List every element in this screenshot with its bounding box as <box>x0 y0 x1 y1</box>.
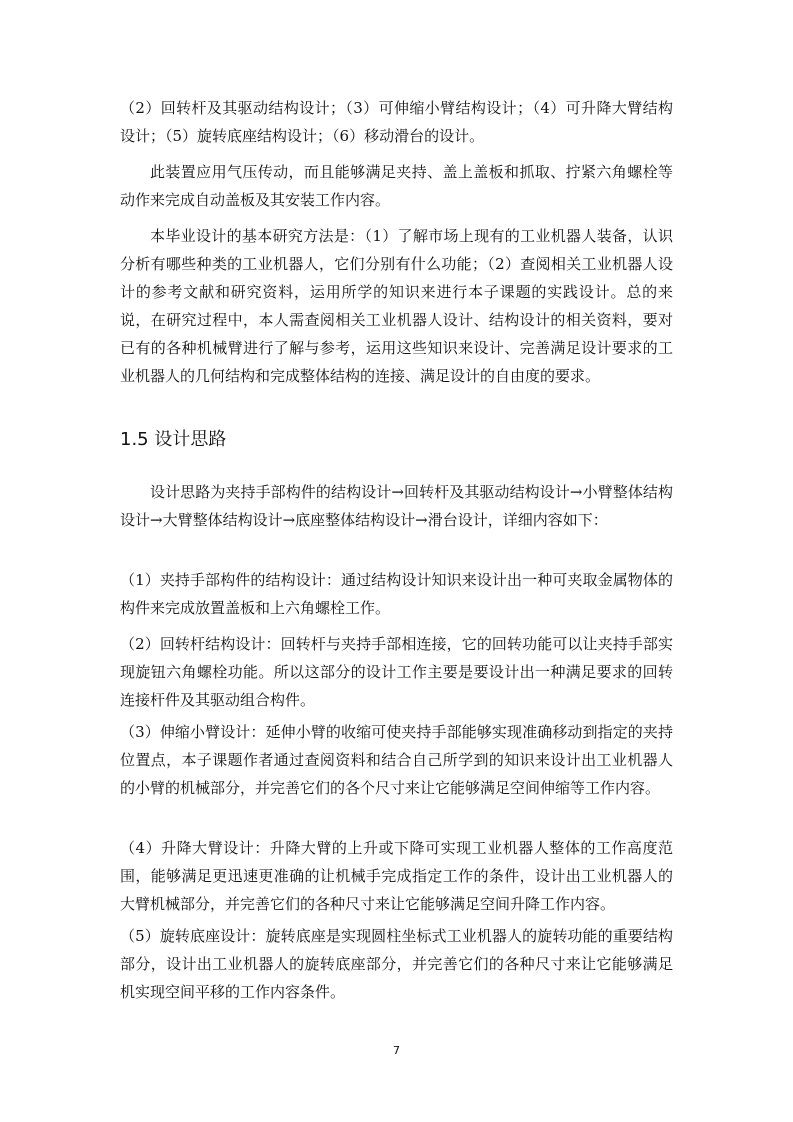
paragraph-design-idea: 设计思路为夹持手部构件的结构设计→回转杆及其驱动结构设计→小臂整体结构设计→大臂整体结构设计→底座整体结构设计→滑台设计，详细内容如下： <box>120 483 673 529</box>
paragraph-base-design: （5）旋转底座设计：旋转底座是实现圆柱坐标式工业机器人的旋转功能的重要结构部分，设计出工业机器人的旋转底座部分，并完善它们的各种尺寸来让它能够满足机实现空间平移的工作内容条件。 <box>120 927 673 1001</box>
paragraph-pneumatic: 此装置应用气压传动，而且能够满足夹持、盖上盖板和抓取、拧紧六角螺栓等动作来完成自动盖板及其安装工作内容。 <box>120 163 673 209</box>
paragraph-upper-arm-design: （4）升降大臂设计：升降大臂的上升或下降可实现工业机器人整体的工作高度范围，能够满足更迅速更准确的让机械手完成指定工作的条件，设计出工业机器人的大臂机械部分，并完善它们的各种尺寸来让它能够满足空间升降工作内容。 <box>120 839 673 913</box>
paragraph-research-method: 本毕业设计的基本研究方法是：（1）了解市场上现有的工业机器人装备，认识分析有哪些种类的工业机器人，它们分别有什么功能；（2）查阅相关工业机器人设计的参考文献和研究资料，运用所学的知识来进行本子课题的实践设计。总的来说，在研究过程中，本人需查阅相关工业机器人设计、结构设计的相关资料，要对已有的各种机械臂进行了解与参考，运用这些知识来设计、完善满足设计要求的工业机器人的几何结构和完成整体结构的连接、满足设计的自由度的要求。 <box>120 227 673 385</box>
paragraph-forearm-design: （3）伸缩小臂设计：延伸小臂的收缩可使夹持手部能够实现准确移动到指定的夹持位置点，本子课题作者通过查阅资料和结合自己所学到的知识来设计出工业机器人的小臂的机械部分，并完善它们的各个尺寸来让它能够满足空间伸缩等工作内容。 <box>120 723 673 797</box>
section-heading: 1.5 设计思路 <box>120 429 227 450</box>
paragraph-rotary-rod-design: （2）回转杆结构设计：回转杆与夹持手部相连接，它的回转功能可以让夹持手部实现旋钮六角螺栓功能。所以这部分的设计工作主要是要设计出一种满足要求的回转连接杆件及其驱动组合构件。 <box>120 635 673 709</box>
page-number: 7 <box>393 1044 400 1057</box>
paragraph-design-items: （2）回转杆及其驱动结构设计；（3）可伸缩小臂结构设计；（4）可升降大臂结构设计；（5）旋转底座结构设计；（6）移动滑台的设计。 <box>120 99 673 145</box>
paragraph-gripper-design: （1）夹持手部构件的结构设计：通过结构设计知识来设计出一种可夹取金属物体的构件来完成放置盖板和上六角螺栓工作。 <box>120 571 673 617</box>
